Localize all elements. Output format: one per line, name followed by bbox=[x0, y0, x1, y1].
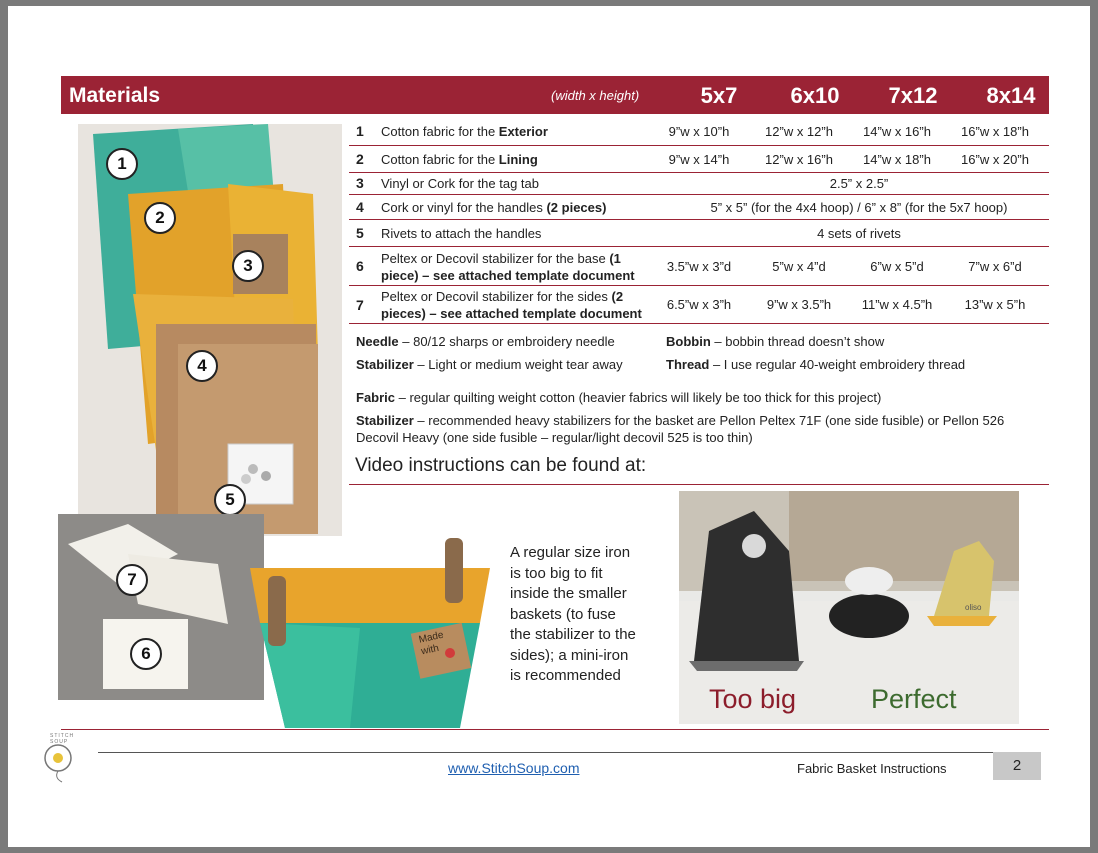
materials-title: Materials bbox=[69, 84, 161, 107]
cell: 14”w x 16”h bbox=[863, 124, 931, 139]
materials-header bbox=[61, 76, 1049, 114]
badge-6: 6 bbox=[130, 638, 162, 670]
perfect-label: Perfect bbox=[871, 684, 957, 714]
document-page bbox=[8, 6, 1090, 847]
iron-brand-text: oliso bbox=[965, 603, 982, 612]
cell: 7”w x 6”d bbox=[968, 259, 1022, 274]
iron-photo bbox=[679, 491, 1019, 724]
cell: 13”w x 5”h bbox=[964, 297, 1026, 312]
row-number: 4 bbox=[356, 199, 364, 215]
badge-1: 1 bbox=[106, 148, 138, 180]
needle-note: Needle – 80/12 sharps or embroidery needle bbox=[356, 334, 615, 349]
video-heading: Video instructions can be found at: bbox=[355, 455, 647, 476]
row-number: 2 bbox=[356, 151, 364, 167]
stitch-soup-logo bbox=[38, 733, 88, 786]
fabric-note: Fabric – regular quilting weight cotton (heavier fabrics will likely be too thick for this project) bbox=[356, 390, 882, 405]
badge-5: 5 bbox=[214, 484, 246, 516]
materials-photo bbox=[78, 124, 342, 536]
row-desc: Cork or vinyl for the handles (2 pieces) bbox=[381, 200, 607, 215]
cell: 16”w x 20”h bbox=[961, 152, 1029, 167]
row-desc: Peltex or Decovil stabilizer for the base (1 piece) – see attached template document bbox=[381, 251, 635, 283]
row-desc: Peltex or Decovil stabilizer for the sides (2 pieces) – see attached template document bbox=[381, 289, 642, 321]
page-number: 2 bbox=[993, 752, 1041, 780]
footer-rule-top bbox=[61, 729, 1049, 730]
cell: 5”w x 4”d bbox=[772, 259, 826, 274]
stabilizer-pieces-illustration bbox=[58, 514, 264, 700]
fabric-pieces-illustration bbox=[78, 124, 342, 536]
table-row bbox=[349, 247, 1049, 286]
table-row bbox=[349, 146, 1049, 173]
cell: 12”w x 16”h bbox=[765, 152, 833, 167]
size-5x7: 5x7 bbox=[700, 83, 738, 108]
size-8x14: 8x14 bbox=[986, 83, 1036, 108]
basket-photo bbox=[240, 528, 510, 736]
table-row bbox=[349, 220, 1049, 247]
row-number: 1 bbox=[356, 123, 364, 139]
badge-3: 3 bbox=[232, 250, 264, 282]
logo-text: STITCH SOUP bbox=[50, 733, 75, 745]
doc-title: Fabric Basket Instructions bbox=[797, 761, 947, 776]
size-7x12: 7x12 bbox=[888, 83, 938, 108]
thread-note: Thread – I use regular 40-weight embroidery thread bbox=[666, 357, 966, 372]
row-number: 5 bbox=[356, 225, 364, 241]
row-desc: Vinyl or Cork for the tag tab bbox=[381, 176, 540, 191]
cell: 11”w x 4.5”h bbox=[861, 297, 933, 312]
cell: 12”w x 12”h bbox=[765, 124, 833, 139]
stabilizer-note: Stabilizer – Light or medium weight tear away bbox=[356, 357, 623, 372]
cell-span: 4 sets of rivets bbox=[817, 226, 901, 241]
cell-span: 5” x 5” (for the 4x4 hoop) / 6” x 8” (for the 5x7 hoop) bbox=[710, 200, 1008, 215]
cell: 14”w x 18”h bbox=[863, 152, 931, 167]
cell: 6”w x 5”d bbox=[870, 259, 924, 274]
cell: 16”w x 18”h bbox=[961, 124, 1029, 139]
stabilizer-photo bbox=[58, 514, 264, 700]
footer-rule bbox=[98, 752, 1028, 753]
stabilizer-recommend-note: Stabilizer – recommended heavy stabilizers for the basket are Pellon Peltex 71F (one side fusible) or Pellon 526 Decovil Heavy (one side fusible – regular/light decovil 525 is too thin) bbox=[356, 413, 1005, 445]
badge-7: 7 bbox=[116, 564, 148, 596]
bobbin-note: Bobbin – bobbin thread doesn’t show bbox=[666, 334, 885, 349]
badge-2: 2 bbox=[144, 202, 176, 234]
table-row bbox=[349, 173, 1049, 195]
cell: 9”w x 14”h bbox=[668, 152, 730, 167]
table-row bbox=[349, 286, 1049, 324]
row-desc: Cotton fabric for the Lining bbox=[381, 152, 538, 167]
row-number: 7 bbox=[356, 297, 364, 313]
cell: 3.5”w x 3”d bbox=[666, 259, 732, 274]
row-number: 3 bbox=[356, 175, 364, 191]
cell-span: 2.5” x 2.5” bbox=[829, 176, 889, 191]
dims-label: (width x height) bbox=[551, 88, 640, 103]
row-desc: Cotton fabric for the Exterior bbox=[381, 124, 548, 139]
badge-4: 4 bbox=[186, 350, 218, 382]
table-row bbox=[349, 118, 1049, 146]
divider bbox=[349, 484, 1049, 485]
row-number: 6 bbox=[356, 258, 364, 274]
too-big-label: Too big bbox=[709, 684, 797, 714]
row-desc: Rivets to attach the handles bbox=[381, 226, 542, 241]
website-link[interactable]: www.StitchSoup.com bbox=[448, 760, 580, 776]
size-6x10: 6x10 bbox=[790, 83, 840, 108]
iron-advice: A regular size iron is too big to fit inside the smaller baskets (to fuse the stabilizer to the sides); a mini-iron is recommended bbox=[510, 544, 636, 684]
basket-tag-text: Made with bbox=[417, 629, 445, 658]
cell: 9”w x 3.5”h bbox=[766, 297, 832, 312]
cell: 6.5”w x 3”h bbox=[666, 297, 732, 312]
cell: 9”w x 10”h bbox=[668, 124, 730, 139]
table-row bbox=[349, 195, 1049, 220]
basket-illustration bbox=[240, 528, 510, 736]
